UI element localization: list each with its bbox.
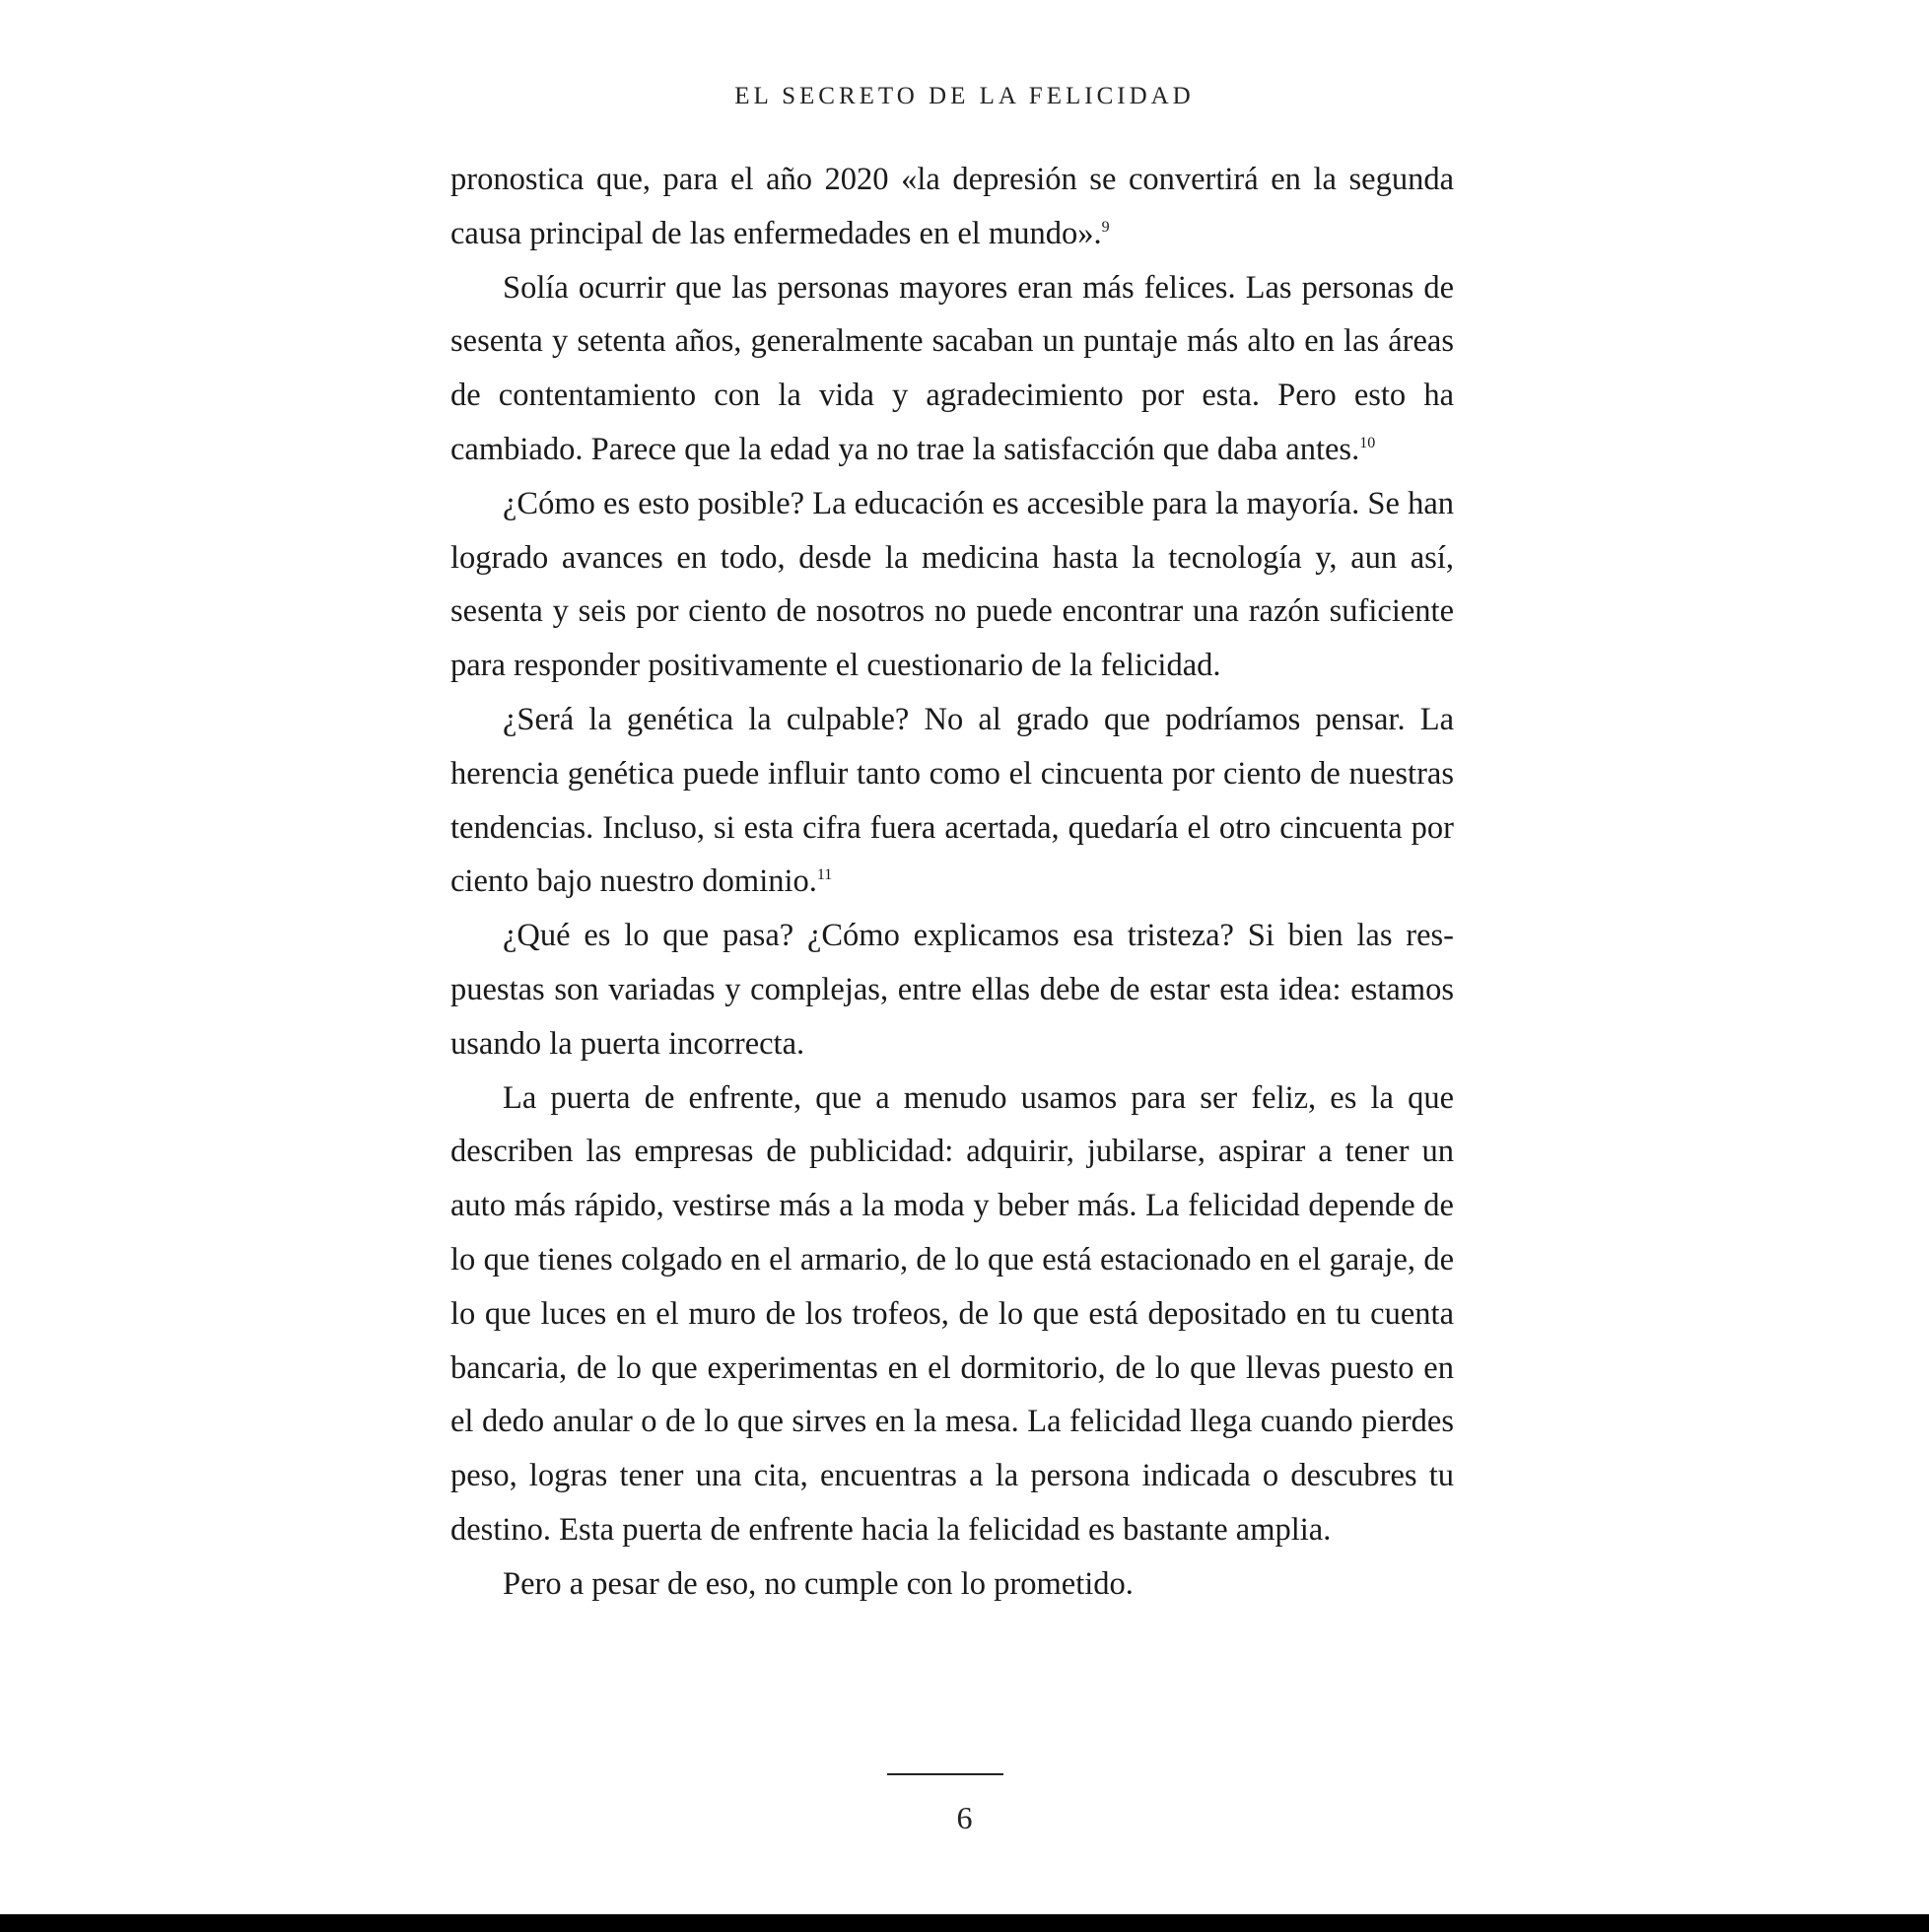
footnote-ref: 11: [816, 866, 833, 884]
page-number: 6: [956, 1800, 973, 1835]
footnote-ref: 9: [1101, 218, 1110, 236]
running-head: EL SECRETO DE LA FELICIDAD: [734, 83, 1195, 109]
paragraph: [450, 693, 1454, 909]
bottom-border: [0, 1914, 1929, 1932]
body-text: [450, 153, 1454, 1612]
paragraph-text: ¿Será la genética la culpable? No al grado que podríamos pensar. La herencia genética puede influir tanto como el cincuenta por ciento de nuestras tendencias. Incluso, si esta cifra fuera acertada, quedaría el otro cincuenta por ciento bajo nuestro dominio.: [450, 701, 1454, 900]
footnote-ref: 10: [1359, 435, 1376, 452]
paragraph: [450, 477, 1454, 693]
paragraph: [450, 261, 1454, 477]
paragraph: [450, 153, 1454, 261]
paragraph: [450, 909, 1454, 1070]
paragraph-text: ¿Cómo es esto posible? La educación es accesible para la mayoría. Se han logrado avances en todo, desde la medicina hasta la tecnología y, aun así, sesenta y seis por ciento de nosotros no puede encontrar una razón suficiente para responder positivamente el cuestionario de la felicidad.: [450, 485, 1454, 684]
folio-rule: [887, 1773, 1003, 1775]
paragraph-text: ¿Qué es lo que pasa? ¿Cómo explicamos esa tristeza? Si bien las respuestas son variadas y complejas, entre ellas debe de estar esta idea: estamos usando la puerta incorrecta.: [450, 918, 1454, 1062]
paragraph: [450, 1071, 1454, 1557]
paragraph-text: pronostica que, para el año 2020 «la depresión se convertirá en la segunda causa principal de las enfermedades en el mundo».: [450, 162, 1454, 251]
paragraph: [450, 1557, 1454, 1612]
paragraph-text: La puerta de enfrente, que a menudo usamos para ser feliz, es la que describen las empresas de publicidad: adquirir, jubilarse, aspirar a tener un auto más rápido, vestirse más a la moda y beber más. La felicidad depende de lo que tienes colgado en el armario, de lo que está estacionado en el garaje, de lo que luces en el muro de los trofeos, de lo que está depositado en tu cuenta bancaria, de lo que experimentas en el dormitorio, de lo que llevas puesto en el dedo anular o de lo que sirves en la mesa. La felicidad llega cuando pierdes peso, logras tener una cita, encuentras a la persona indicada o descubres tu destino. Esta puerta de enfrente hacia la felicidad es bastante amplia.: [450, 1079, 1454, 1548]
paragraph-text: Solía ocurrir que las personas mayores eran más felices. Las personas de sesenta y setenta años, generalmente sacaban un puntaje más alto en las áreas de contentamiento con la vida y agradecimiento por esta. Pero esto ha cambiado. Parece que la edad ya no trae la satisfacción que daba antes.: [450, 269, 1454, 467]
paragraph-text: Pero a pesar de eso, no cumple con lo prometido.: [503, 1565, 1134, 1602]
